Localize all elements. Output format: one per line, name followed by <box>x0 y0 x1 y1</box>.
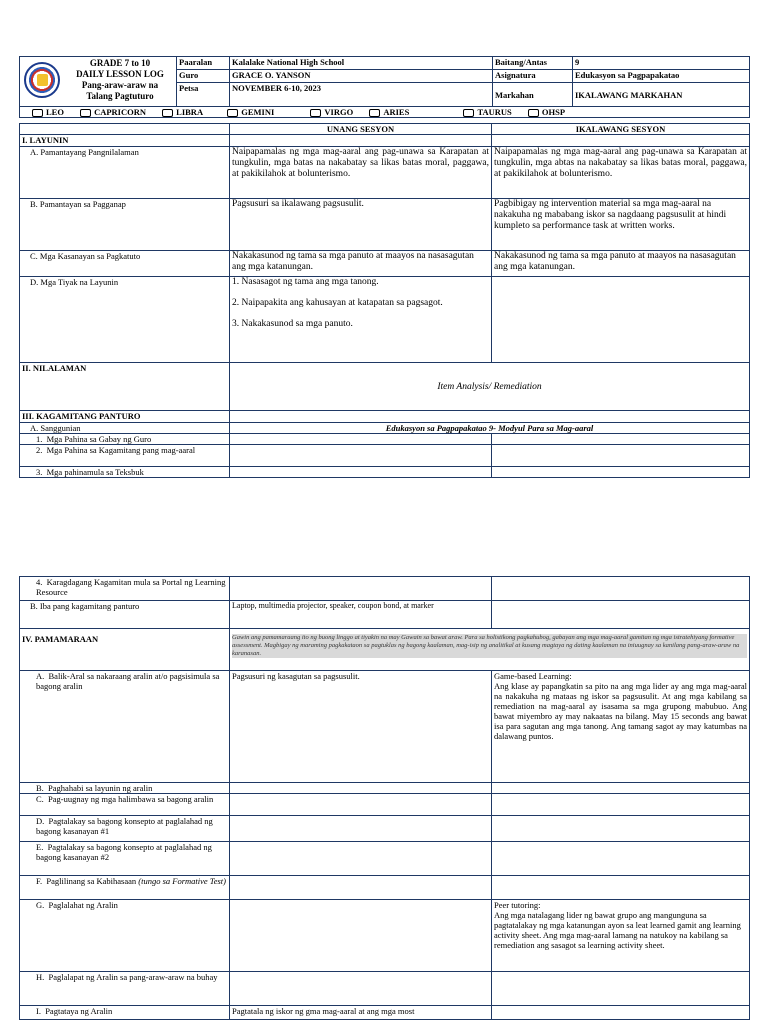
session-1-header: UNANG SESYON <box>230 124 492 135</box>
school-value: Kalalake National High School <box>230 57 493 70</box>
teacher-label: Guro <box>177 70 230 83</box>
objective-item: 3. Nakakasunod sa mga panuto. <box>232 319 353 329</box>
grade-value: 9 <box>573 57 750 70</box>
cell-text: Pagsusuri sa ikalawang pagsusulit. <box>230 199 492 251</box>
row-label: G. Paglalahat ng Aralin <box>20 900 230 972</box>
nilalaman-heading: II. NILALAMAN <box>20 363 230 411</box>
row-label: 1. Mga Pahina sa Gabay ng Guro <box>20 434 230 445</box>
subject-label: Asignatura <box>493 70 573 83</box>
checkbox-icon <box>227 109 238 117</box>
row-label: B. Pamantayan sa Pagganap <box>20 199 230 251</box>
row-label: H. Paglalapat ng Aralin sa pang-araw-araw na buhay <box>20 972 230 1006</box>
section-ohsp[interactable]: OHSP <box>528 107 565 117</box>
teacher-value: GRACE O. YANSON <box>230 70 493 83</box>
quarter-label: Markahan <box>493 83 573 107</box>
section-aries[interactable]: ARIES <box>369 107 409 117</box>
cell-text: Nakakasunod ng tama sa mga panuto at maayos na nasasagutan ang mga katanungan. <box>492 251 750 277</box>
section-virgo[interactable]: VIRGO <box>310 107 353 117</box>
subject-value: Edukasyon sa Pagpapakatao <box>573 70 750 83</box>
sanggunian-label: A. Sanggunian <box>20 423 230 434</box>
quarter-value: IKALAWANG MARKAHAN <box>573 83 750 107</box>
row-label: A. Pamantayang Pangnilalaman <box>20 147 230 199</box>
checkbox-icon <box>528 109 539 117</box>
objectives-list <box>230 277 492 363</box>
cell-text: Pagsusuri ng kasagutan sa pagsusulit. <box>230 671 492 783</box>
row-label-note: (tungo sa Formative Test) <box>138 876 227 886</box>
row-label: 4. Karagdagang Kagamitan mula sa Portal ng Learning Resource <box>20 577 230 601</box>
kagamitan-heading: III. KAGAMITANG PANTURO <box>20 411 230 423</box>
checkbox-icon <box>369 109 380 117</box>
grade-label: Baitang/Antas <box>493 57 573 70</box>
checkbox-icon <box>32 109 43 117</box>
deped-seal-icon <box>24 62 60 98</box>
row-label: D. Mga Tiyak na Layunin <box>20 277 230 363</box>
activity-title: Peer tutoring: <box>494 900 541 910</box>
objective-item: 1. Nasasagot ng tama ang mga tanong. <box>232 277 379 287</box>
row-label: A. Balik-Aral sa nakaraang aralin at/o pagsisimula sa bagong aralin <box>20 671 230 783</box>
section-capricorn[interactable]: CAPRICORN <box>80 107 146 117</box>
row-label: I. Pagtataya ng Aralin <box>20 1006 230 1020</box>
row-label: C. Mga Kasanayan sa Pagkatuto <box>20 251 230 277</box>
title-line-4: Talang Pagtuturo <box>86 91 154 101</box>
activity-title: Game-based Learning: <box>494 671 572 681</box>
section-checkbox-row <box>20 107 750 118</box>
section-libra[interactable]: LIBRA <box>162 107 203 117</box>
row-label: B. Paghahabi sa layunin ng aralin <box>20 783 230 794</box>
row-label: 3. Mga pahinamula sa Teksbuk <box>20 467 230 478</box>
checkbox-icon <box>463 109 474 117</box>
title-line-1: GRADE 7 to 10 <box>89 58 151 68</box>
pamamaraan-note: Gawin ang pamamaraang ito ng buong linggo at tiyakin na may Gawain sa bawat araw. Para sa holistikong pagkahubog, gabayan ang mga mag-aaral gamitan ng mga istratehiyang formative assessment. Magbigay ng maraming pagkakataon sa pagtuklas ng bagong kaalaman, mag-isip ng analitikal at kusang magtaya ng dating kaalaman na iniuugnay sa kanilang pang-araw-araw na karanasan. <box>232 634 747 658</box>
date-value: NOVEMBER 6-10, 2023 <box>230 83 493 107</box>
cell-text: Naipapamalas ng mga mag-aaral ang pag-unawa sa Karapatan at tungkulin, mga batas na nakabatay sa likas batas moral, paggawa, at pakikilahok at bolunterismo. <box>230 147 492 199</box>
checkbox-icon <box>80 109 91 117</box>
row-label: F. Paglilinang sa Kabihasaan <box>36 876 137 886</box>
objective-item: 2. Naipapakita ang kahusayan at katapatan sa pagsagot. <box>232 298 443 308</box>
title-line-2: DAILY LESSON LOG <box>76 69 164 79</box>
section-gemini[interactable]: GEMINI <box>227 107 274 117</box>
section-leo[interactable]: LEO <box>32 107 64 117</box>
row-label: D. Pagtalakay sa bagong konsepto at paglalahad ng bagong kasanayan #1 <box>20 816 230 842</box>
cell-text: Pagtatala ng iskor ng gma mag-aaral at ang mga most <box>230 1006 492 1020</box>
session-2-header: IKALAWANG SESYON <box>492 124 750 135</box>
activity-text: Ang mga natalagang lider ng bawat grupo ang mangunguna sa pagtatalakay ng mga katanungan ayon sa leat learned gamit ang learning activity sheet. Ang mga mag-aaral lamang na natukoy na kabilang sa remediation ang sasagot sa learning activity sheet. <box>494 910 741 950</box>
cell-text <box>492 277 750 363</box>
layunin-heading: I. LAYUNIN <box>20 135 230 147</box>
row-label: C. Pag-uugnay ng mga halimbawa sa bagong aralin <box>20 794 230 816</box>
section-taurus[interactable]: TAURUS <box>463 107 511 117</box>
nilalaman-text: Item Analysis/ Remediation <box>230 363 750 411</box>
row-label: E. Pagtalakay sa bagong konsepto at paglalahad ng bagong kasanayan #2 <box>20 842 230 876</box>
title-block <box>20 57 177 107</box>
pamamaraan-heading: IV. PAMAMARAAN <box>20 629 230 671</box>
row-label: 2. Mga Pahina sa Kagamitang pang mag-aaral <box>20 445 230 467</box>
lesson-log-table-page-1 <box>19 56 750 118</box>
date-label: Petsa <box>177 83 230 107</box>
checkbox-icon <box>310 109 321 117</box>
cell-text: Naipapamalas ng mga mag-aaral ang pag-unawa sa Karapatan at tungkulin, mga abtas na nakabatay sa likas batas moral, paggawa, at pakikilahok at bolunterismo. <box>492 147 750 199</box>
sanggunian-text: Edukasyon sa Pagpapakatao 9- Modyul Para sa Mag-aaral <box>230 423 750 434</box>
title-line-3: Pang-araw-araw na <box>81 80 159 90</box>
cell-text: Laptop, multimedia projector, speaker, coupon bond, at marker <box>230 601 492 629</box>
lesson-body-table-page-2 <box>19 576 750 1020</box>
row-label: B. Iba pang kagamitang panturo <box>20 601 230 629</box>
activity-text: Ang klase ay papangkatin sa pito na ang mga lider ay ang mga mag-aaral na nakakuha ng mataas ng iskor sa pagsusulit. At ang mga kabilang sa remediation na mag-aaral ay isasama sa mga grupong mabubuo. Ang bawat miyembro ay may nakaatas na bilang. May 15 seconds ang bawat isa para sagutan ang mga tanong. Ang tamang sagot ay may katumbas na dalawang puntos. <box>494 681 747 741</box>
school-label: Paaralan <box>177 57 230 70</box>
cell-text: Nakakasunod ng tama sa mga panuto at maayos na nasasagutan ang mga katanungan. <box>230 251 492 277</box>
checkbox-icon <box>162 109 173 117</box>
lesson-body-table-page-1 <box>19 123 750 478</box>
cell-text: Pagbibigay ng intervention material sa mga mag-aaral na nakakuha ng mababang iskor sa nagdaang pagsusulit at hindi kumpleto sa performance task at written works. <box>492 199 750 251</box>
